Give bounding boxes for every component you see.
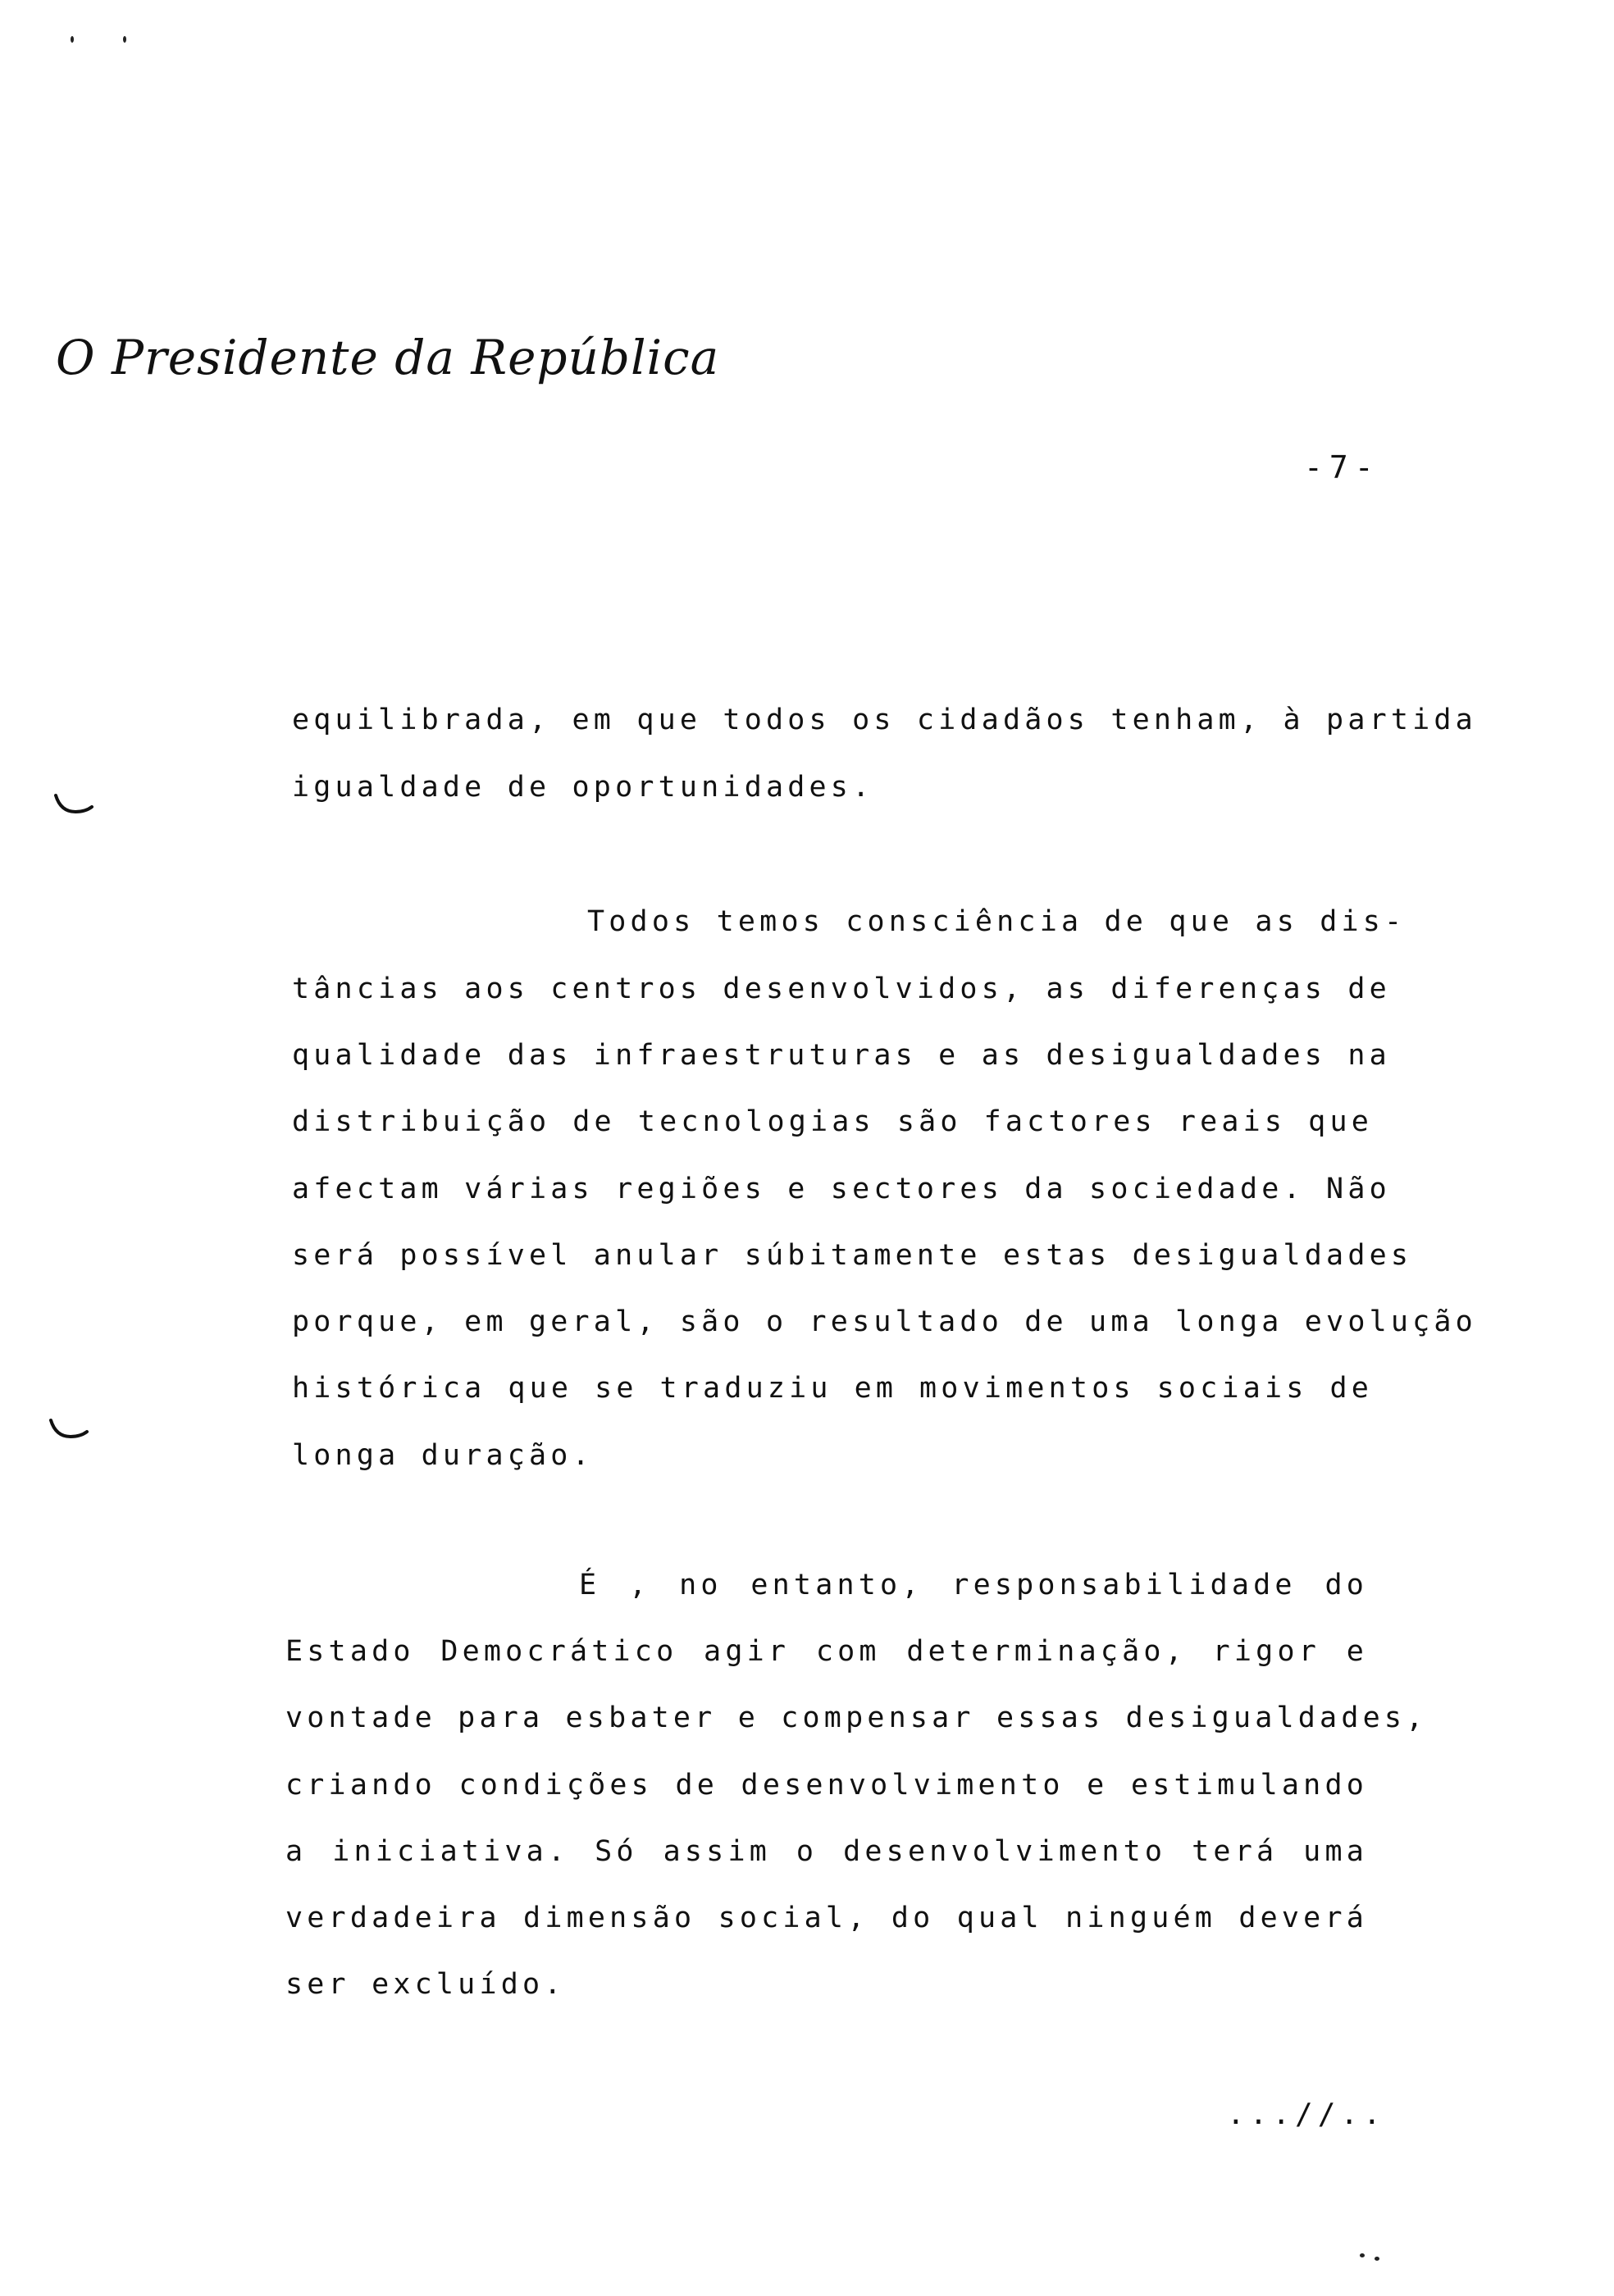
text-line: criando condições de desenvolvimento e estimulando — [285, 1769, 1368, 1802]
scan-speck — [1360, 2253, 1365, 2257]
text-line: qualidade das infraestruturas e as desigualdades na — [292, 1039, 1391, 1072]
letterhead — [51, 310, 720, 400]
margin-tick-mark — [52, 792, 95, 817]
text-line: afectam várias regiões e sectores da sociedade. Não — [292, 1173, 1391, 1205]
text-line: será possível anular súbitamente estas desigualdades — [292, 1239, 1413, 1272]
margin-tick-mark — [48, 1417, 90, 1442]
text-line: a iniciativa. Só assim o desenvolvimento terá uma — [285, 1835, 1368, 1868]
letterhead-script-logo — [51, 310, 720, 400]
text-line: histórica que se traduziu em movimentos sociais de — [292, 1372, 1373, 1405]
text-line: porque, em geral, são o resultado de uma longa evolução — [292, 1305, 1477, 1338]
text-line: ser excluído. — [285, 1968, 566, 2001]
text-line: igualdade de oportunidades. — [292, 771, 874, 804]
text-line: verdadeira dimensão social, do qual ninguém deverá — [285, 1902, 1368, 1934]
continuation-mark: ...//.. — [1227, 2098, 1386, 2131]
text-line: Todos temos consciência de que as dis- — [587, 905, 1407, 938]
scan-speck — [1375, 2257, 1379, 2261]
text-line: distribuição de tecnologias são factores reais que — [292, 1105, 1373, 1138]
svg-text:O Presidente da República: O Presidente da República — [56, 330, 720, 385]
text-line: Estado Democrático agir com determinação, rigor e — [285, 1635, 1368, 1668]
text-line: É , no entanto, responsabilidade do — [579, 1569, 1368, 1601]
text-line: vontade para esbater e compensar essas desigualdades, — [285, 1702, 1428, 1734]
text-line: equilibrada, em que todos os cidadãos tenham, à partida — [292, 704, 1477, 736]
text-line: longa duração. — [292, 1439, 594, 1472]
page-number: -7- — [1304, 449, 1380, 485]
scan-speck — [123, 36, 126, 43]
text-line: tâncias aos centros desenvolvidos, as diferenças de — [292, 973, 1391, 1005]
scan-speck — [71, 36, 74, 43]
